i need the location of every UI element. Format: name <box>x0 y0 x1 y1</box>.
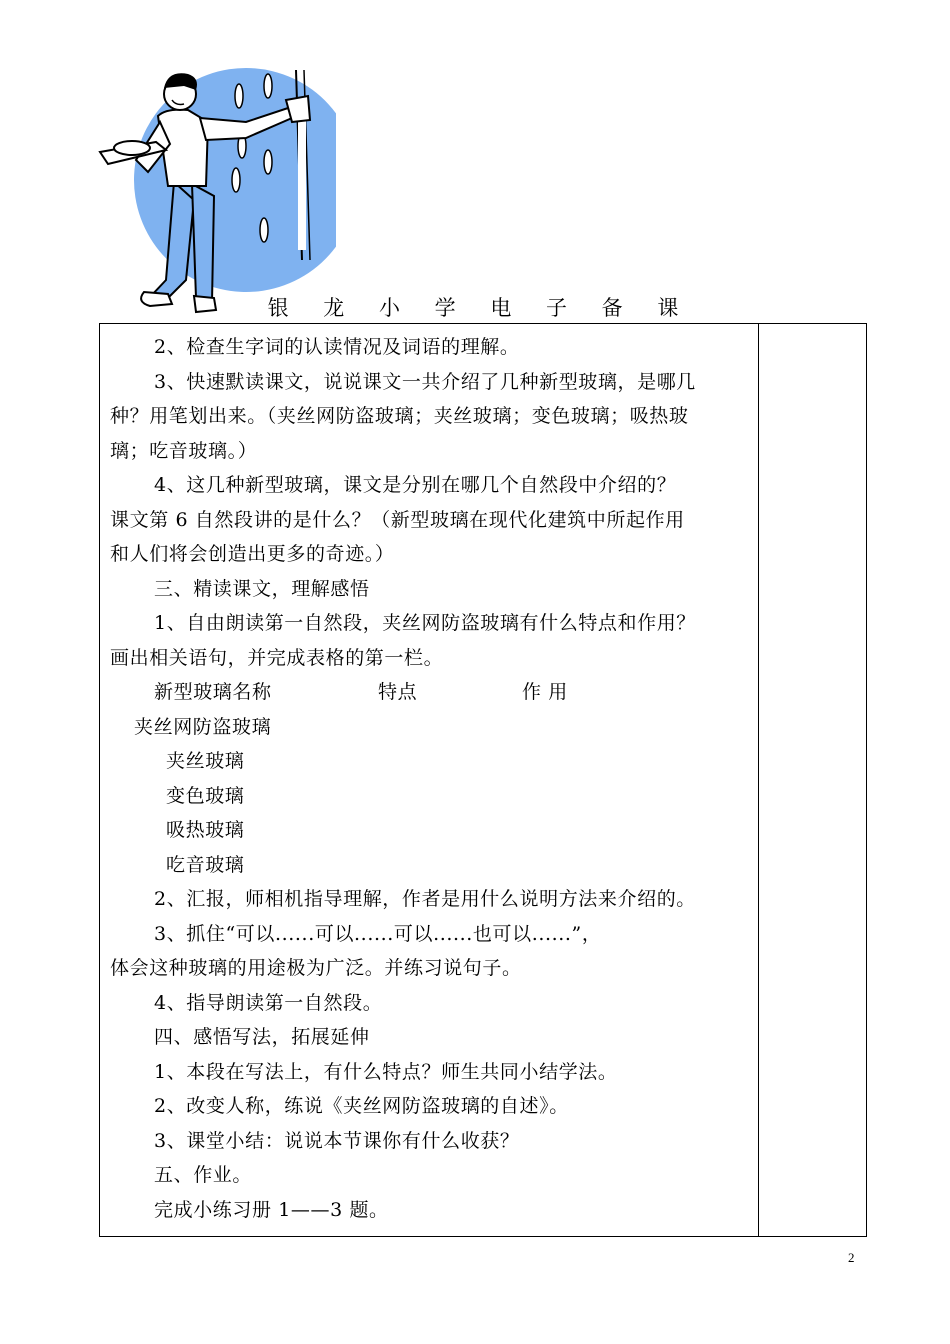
content-line: 种？用笔划出来。（夹丝网防盗玻璃；夹丝玻璃；变色玻璃；吸热玻 <box>110 405 689 427</box>
header-glass-name: 新型玻璃名称 <box>154 681 272 703</box>
content-line: 2、改变人称，练说《夹丝网防盗玻璃的自述》。 <box>154 1095 569 1117</box>
section-heading: 五、作业。 <box>154 1164 253 1186</box>
content-line: 课文第 6 自然段讲的是什么？（新型玻璃在现代化建筑中所起作用 <box>110 508 685 531</box>
content-line: 3、抓住“可以......可以......可以......也可以......”， <box>154 922 602 945</box>
glass-table-row: 夹丝网防盗玻璃 <box>134 715 272 738</box>
notes-column-divider <box>758 324 759 1236</box>
content-line: 完成小练习册 1——3 题。 <box>154 1198 389 1221</box>
lesson-content <box>110 330 750 1227</box>
glass-table-row: 吃音玻璃 <box>166 853 245 876</box>
header-usage: 作 用 <box>522 681 568 703</box>
content-line: 和人们将会创造出更多的奇迹。） <box>110 543 395 565</box>
content-line: 2、检查生字词的认读情况及词语的理解。 <box>154 336 520 358</box>
content-line: 1、本段在写法上，有什么特点？师生共同小结学法。 <box>154 1060 618 1083</box>
content-line: 4、这几种新型玻璃，课文是分别在哪几个自然段中介绍的？ <box>154 474 677 496</box>
school-title: 银 龙 小 学 电 子 备 课 <box>267 296 693 320</box>
waiter-cleaning-window-icon <box>96 60 336 322</box>
page-number: 2 <box>848 1250 855 1265</box>
glass-table-row: 夹丝玻璃 <box>166 750 245 772</box>
content-line: 1、自由朗读第一自然段，夹丝网防盗玻璃有什么特点和作用？ <box>154 612 696 634</box>
glass-table-row: 吸热玻璃 <box>166 819 245 841</box>
content-line: 2、汇报，师相机指导理解，作者是用什么说明方法来介绍的。 <box>154 888 696 910</box>
section-heading: 三、精读课文，理解感悟 <box>154 577 370 600</box>
content-line: 画出相关语句，并完成表格的第一栏。 <box>110 646 444 669</box>
lesson-plan-table <box>99 323 867 1237</box>
content-line: 3、课堂小结：说说本节课你有什么收获？ <box>154 1129 520 1152</box>
content-line: 4、指导朗读第一自然段。 <box>154 991 383 1014</box>
content-line: 3、快速默读课文，说说课文一共介绍了几种新型玻璃，是哪几 <box>154 370 696 393</box>
glass-table-row: 变色玻璃 <box>166 784 245 807</box>
glass-table-header <box>110 675 750 710</box>
content-line: 璃；吃音玻璃。） <box>110 439 258 462</box>
content-line: 体会这种玻璃的用途极为广泛。并练习说句子。 <box>110 957 522 979</box>
section-heading: 四、感悟写法，拓展延伸 <box>154 1026 370 1048</box>
header-features: 特点 <box>378 681 418 703</box>
